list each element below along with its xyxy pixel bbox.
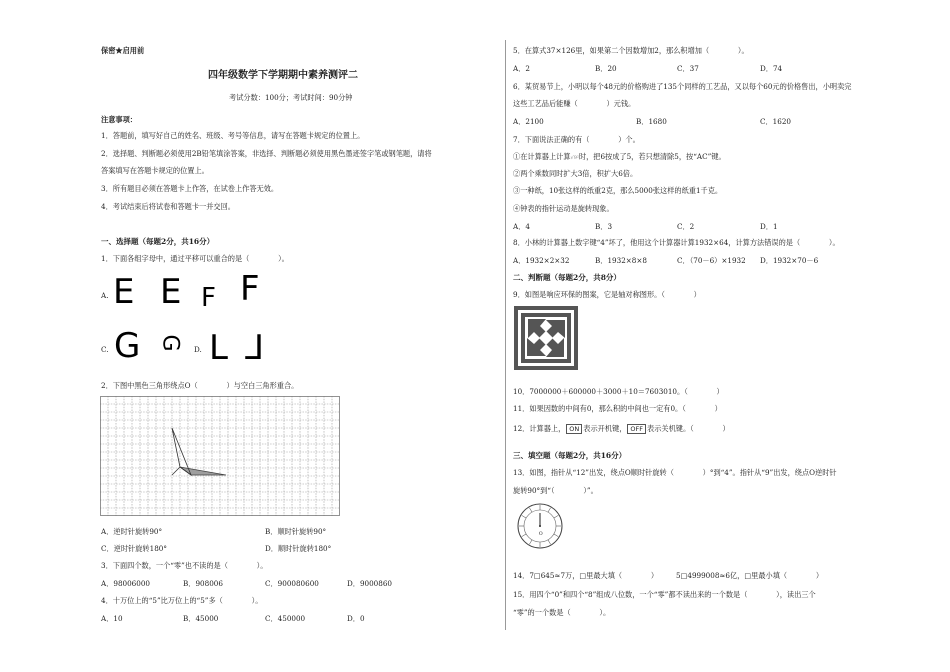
note-2: 2．选择题、判断题必须使用2B铅笔填涂答案，非选择、判断题必须使用黑色墨迹签字笔或钢笔题，请将 [101,149,432,158]
q4-option-c: C．450000 [265,614,306,623]
confidential-label: 保密★启用前 [101,46,145,55]
q2-option-a: A．逆时针旋转90° [101,527,163,536]
q5-option-b: B．20 [595,64,617,73]
q4-text: 4．十万位上的“5”比万位上的“5”多（ ）。 [101,596,263,605]
q3-option-d: D．9000860 [347,579,392,588]
q9-text: 9．如图是响应环保的图案，它是轴对称图形。（ ） [513,290,701,299]
q2-option-c: C．逆时针旋转180° [101,544,167,553]
q6-option-c: C．1620 [760,117,791,126]
q7-statement-4: ④钟表的指针运动是旋转现象。 [513,204,614,213]
q7-option-d: D．1 [760,222,778,231]
q7-s1-part1: ①在计算器上计算 [513,152,571,161]
q8-option-b: B．1932×8×8 [595,256,647,265]
letter-e-2: E [160,272,182,312]
q2-option-b: B．顺时针旋转90° [265,527,327,536]
q12-text [513,424,730,434]
q5-option-a: A．2 [513,64,530,73]
letter-l-1: L [209,328,228,368]
q15-line2: “零”的一个数是（ ）。 [513,608,611,617]
q6-line1: 6．某贸易节上，小明以每个48元的价格购进了135个同样的工艺品，又以每个60元的价格售出，小明卖完 [513,82,852,91]
recycle-symbol-figure [514,306,578,370]
q5-option-d: D．74 [760,64,783,73]
q8-option-c: C．（70－6）×1932 [677,256,746,265]
section3-heading: 三、填空题（每题2分，共16分） [513,451,627,460]
q3-text: 3．下面四个数，一个“零”也不读的是（ ）。 [101,561,268,570]
q2-option-d: D．顺时针旋转180° [265,544,332,553]
q6-option-b: B．1680 [636,117,667,126]
q7-text: 7．下面说法正确的有（ ）个。 [513,135,640,144]
q7-option-a: A．4 [513,222,530,231]
exam-info: 考试分数：100分；考试时间：90分钟 [229,93,353,102]
section1-heading: 一、选择题（每题2分，共16分） [101,237,215,246]
q6-line2: 这些工艺品后能赚（ ）元钱。 [513,99,636,108]
q7-statement-1 [513,152,726,163]
page-title: 四年级数学下学期期中素养测评二 [208,70,358,81]
q12-part1: 12．计算器上， [513,424,566,433]
q5-text: 5．在算式37×126里，如果第二个因数增加2，那么积增加（ ）。 [513,46,749,55]
q11-text: 11．如果因数的中间有0，那么积的中间也一定有0。（ ） [513,404,722,413]
letter-g-2-rotated: G [157,334,183,352]
letter-g-1: G [114,326,141,366]
letter-f-2: F [240,269,260,309]
q7-statement-3: ③一种纸，10张这样的纸重2克，那么5000张这样的纸重1千克。 [513,186,723,195]
q14-text: 14．7□645≈7万，□里最大填（ ） 5□4999008≈6亿，□里最小填（ ） [513,571,824,580]
q6-option-a: A．2100 [513,117,544,126]
notes-heading: 注意事项： [101,115,137,124]
q4-option-d: D．0 [347,614,365,623]
note-2-cont: 答案填写在答题卡规定的位置上。 [101,166,209,175]
clock-figure [516,502,564,550]
q2-grid-figure [100,396,340,516]
q1-label-c: C. [101,345,109,354]
q2-text: 2．下图中黑色三角形绕点O（ ）与空白三角形重合。 [101,381,299,390]
on-key-icon: ON [566,424,582,434]
q7-s1-part2: 时，把6按成了5，若只想清除5，按“AC”键。 [578,152,726,161]
sqrt-expression: √9² [570,155,579,161]
q13-line2: 旋转90°到“（ ）”。 [513,486,598,495]
q4-option-b: B．45000 [183,614,219,623]
q3-option-c: C．900080600 [265,579,319,588]
q7-option-b: B．3 [595,222,613,231]
off-key-icon: OFF [627,424,646,434]
q4-option-a: A．10 [101,614,123,623]
q7-statement-2: ②两个乘数同时扩大3倍，积扩大6倍。 [513,169,638,178]
q12-part2: 表示开机键， [583,424,627,433]
letter-l-2-mirrored: L [245,328,264,368]
q8-option-a: A．1932×2×32 [513,256,570,265]
note-1: 1．答题前，填写好自己的姓名、班级、考号等信息，请写在答题卡规定的位置上。 [101,131,365,140]
q3-option-b: B．908006 [183,579,223,588]
letter-f-1: F [201,283,216,313]
q5-option-c: C．37 [677,64,699,73]
section2-heading: 二、判断题（每题2分，共8分） [513,273,621,282]
column-divider [505,40,506,630]
q13-line1: 13．如图，指针从“12”出发，绕点O顺时针旋转（ ）°到“4”。指针从“9”出发，绕点O逆时针 [513,468,837,477]
q1-text: 1．下面各组字母中，通过平移可以重合的是（ ）。 [101,254,289,263]
q8-text: 8．小林的计算器上数字键“4”坏了，他用这个计算器计算1932×64，计算方法错误的是（ ）。 [513,238,840,247]
letter-e-1: E [113,272,135,312]
q10-text: 10．7000000＋600000＋3000＋10＝7603010。（ ） [513,387,724,396]
q1-label-d: D. [194,345,202,354]
q3-option-a: A．98006000 [101,579,150,588]
q8-option-d: D．1932×70－6 [760,256,819,265]
clock-center-label: O [539,532,543,537]
note-3: 3．所有题目必须在答题卡上作答，在试卷上作答无效。 [101,184,279,193]
q12-part3: 表示关机键。（ ） [647,424,730,433]
q15-line1: 15．用四个“0”和四个“8”组成八位数，一个“零”都不读出来的一个数是（ ），读出三个 [513,590,816,599]
q7-option-c: C．2 [677,222,695,231]
note-4: 4．考试结束后将试卷和答题卡一并交回。 [101,202,235,211]
q1-label-a: A. [101,291,109,300]
